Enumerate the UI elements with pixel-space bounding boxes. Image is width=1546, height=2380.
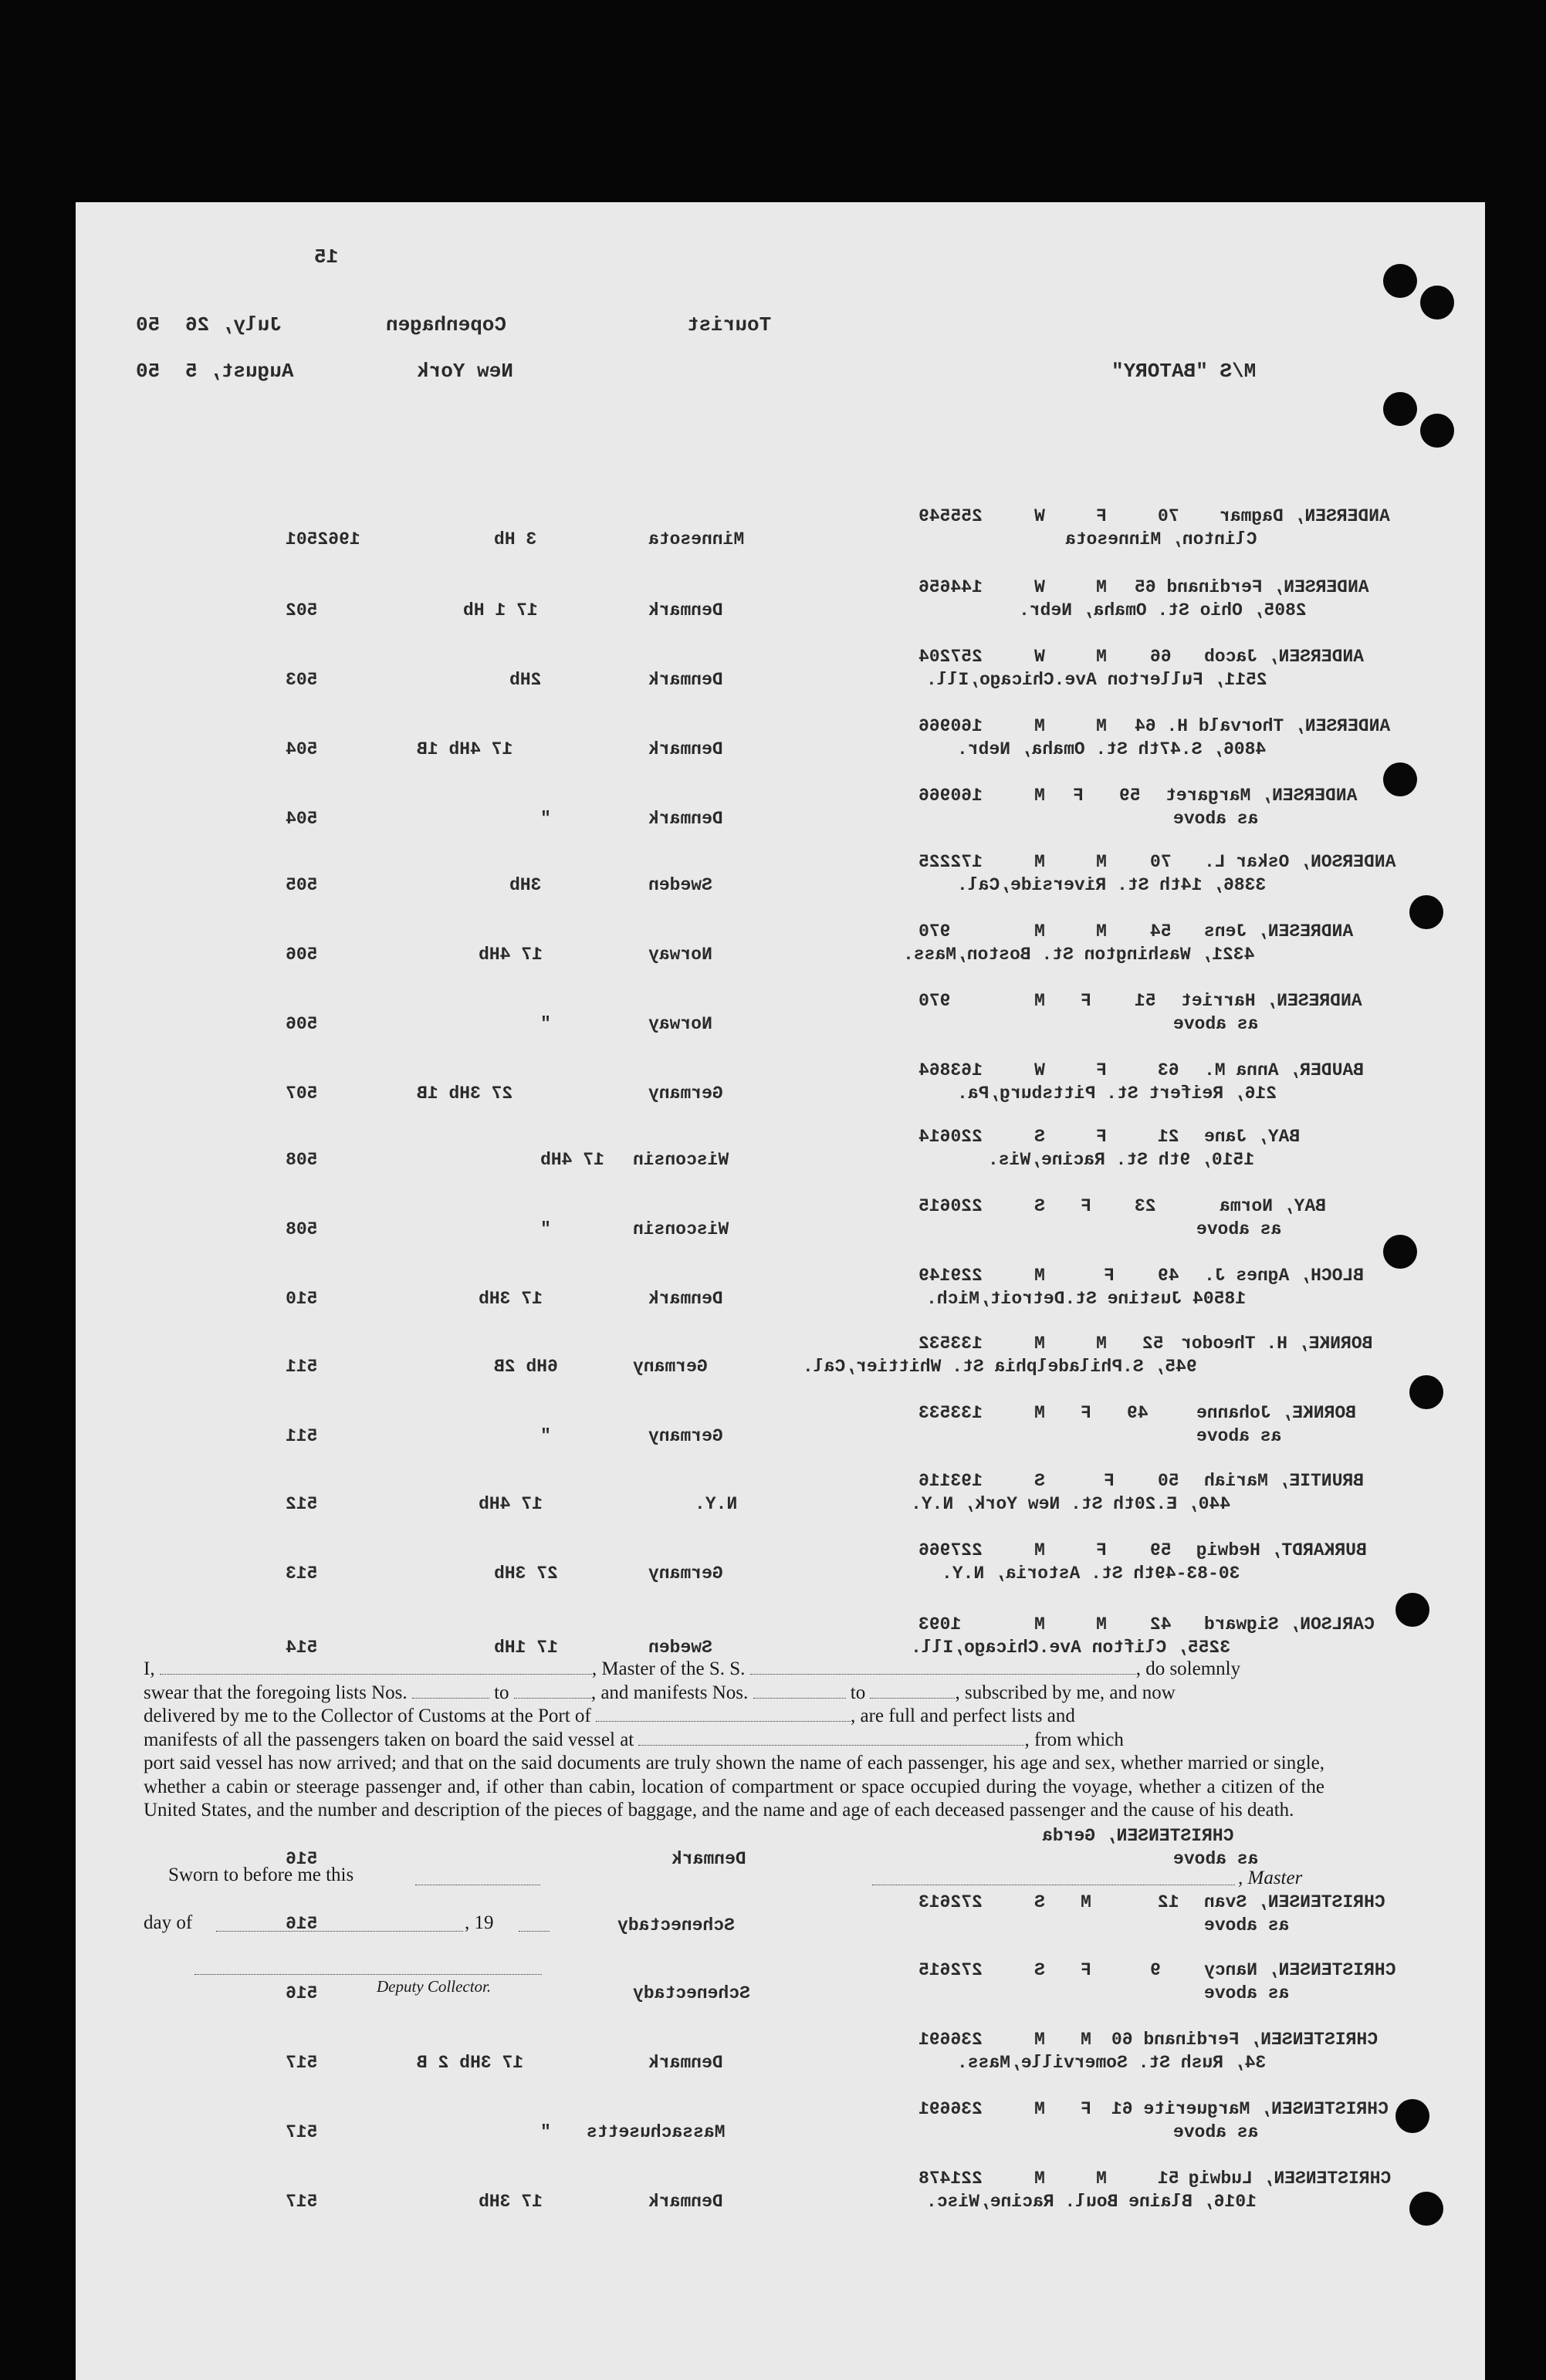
marital-status: M	[1034, 1334, 1045, 1354]
record-1	[247, 506, 1390, 553]
accommodation: 17 1Hb	[494, 1638, 558, 1658]
address: as above	[1173, 1014, 1259, 1034]
sex: F	[1081, 991, 1091, 1011]
oath-paragraph	[144, 1658, 1324, 1823]
age: 52	[1142, 1334, 1164, 1354]
punch-hole	[1420, 414, 1454, 448]
name: ANDRESEN, Jens	[1204, 921, 1354, 942]
country: Wisconsin	[633, 1219, 729, 1239]
marital-status: M	[1034, 2030, 1045, 2050]
cert: 257204	[918, 647, 983, 667]
number: 506	[286, 945, 318, 965]
address: 1016, Blaine Boul. Racine,Wisc.	[926, 2192, 1257, 2212]
name: CARLSON, Sigward	[1204, 1614, 1375, 1635]
address: 34, Rush St. Somerville,Mass.	[957, 2053, 1267, 2073]
sex: M	[1096, 2169, 1107, 2189]
record-3	[247, 647, 1365, 693]
number: 505	[286, 875, 318, 895]
marital-status: W	[1034, 577, 1045, 597]
header-year-2: 50	[136, 360, 161, 383]
lower-record-5	[247, 2099, 1389, 2145]
name: BAY, Norma	[1220, 1196, 1327, 1216]
address: 3255, Clifton Ave.Chicago,Ill.	[911, 1638, 1231, 1658]
age: 50	[1158, 1471, 1179, 1491]
record-2	[247, 577, 1369, 624]
cert: 221478	[918, 2169, 983, 2189]
marital-status: S	[1034, 1892, 1045, 1912]
address: 30-83-49th St. Astoria, N.Y.	[942, 1564, 1240, 1584]
address: as above	[1173, 809, 1259, 829]
address: as above	[1196, 1426, 1282, 1446]
oath-line-1: I, , Master of the S. S. , do solemnly	[144, 1658, 1241, 1679]
address: 2511, Fullerton Ave.Chicago,Ill.	[926, 670, 1267, 690]
address: 3386, 14th St. Riverside,Cal.	[957, 875, 1267, 895]
record-16	[247, 1540, 1367, 1587]
cert: 172225	[918, 852, 983, 872]
address: 2805, Ohio St. Omaha, Nebr.	[1019, 600, 1307, 620]
number: 1962501	[286, 529, 360, 549]
number: 504	[286, 739, 318, 759]
number: 514	[286, 1638, 318, 1658]
sex: F	[1081, 1960, 1091, 1980]
accommodation: 17 3Hb	[479, 2192, 543, 2212]
number: 513	[286, 1564, 318, 1584]
number: 517	[286, 2053, 318, 2073]
name: ANDERSEN, Jacob	[1204, 647, 1365, 667]
country: Denmark	[648, 1289, 723, 1309]
name: BORNKE, H. Theodor	[1181, 1334, 1373, 1354]
sex: M	[1081, 2030, 1091, 2050]
accommodation: 17 4Hb	[479, 945, 543, 965]
country: Denmark	[648, 739, 723, 759]
marital-status: M	[1034, 852, 1045, 872]
marital-status: S	[1034, 1960, 1045, 1980]
country: Sweden	[648, 875, 712, 895]
cert: 236691	[918, 2099, 983, 2119]
sex: F	[1081, 2099, 1091, 2119]
header-year-1: 50	[136, 313, 161, 336]
record-10	[247, 1127, 1301, 1173]
accommodation: 3Hb	[509, 875, 542, 895]
marital-status: M	[1034, 991, 1045, 1011]
marital-status: M	[1034, 1403, 1045, 1423]
marital-status: M	[1034, 786, 1045, 806]
accommodation: 27 3Hb 1B	[417, 1084, 513, 1104]
cert: 255549	[918, 506, 983, 526]
accommodation: "	[540, 1014, 551, 1034]
country: Denmark	[648, 670, 723, 690]
name: BRUNTIE, Mariah	[1204, 1471, 1365, 1491]
name: CHRISTENSEN, Ferdinand 60	[1111, 2030, 1379, 2050]
record-9	[247, 1060, 1365, 1107]
name: BURKARDT, Hedwig	[1196, 1540, 1367, 1560]
punch-hole	[1409, 1375, 1443, 1409]
lower-record-6	[247, 2169, 1392, 2215]
name: BORNKE, Johanne	[1196, 1403, 1357, 1423]
name: ANDERSEN, Margaret	[1165, 786, 1358, 806]
accommodation: 2Hb	[509, 670, 542, 690]
sex: M	[1096, 852, 1107, 872]
accommodation: 6Hb 2B	[494, 1357, 558, 1377]
sworn-label: Sworn to before me this	[168, 1864, 354, 1885]
name: ANDERSEN, Dagmar	[1220, 506, 1390, 526]
marital-status: S	[1034, 1127, 1045, 1147]
cert: 1093	[918, 1614, 962, 1635]
age: 23	[1135, 1196, 1156, 1216]
country: Denmark	[648, 2192, 723, 2212]
record-17	[247, 1614, 1375, 1661]
number: 516	[286, 1849, 318, 1869]
lower-record-3	[247, 1960, 1396, 2006]
marital-status: M	[1034, 2099, 1045, 2119]
country: Norway	[648, 1014, 712, 1034]
sex: F	[1104, 1266, 1115, 1286]
marital-status: M	[1034, 1266, 1045, 1286]
header-date-2: August, 5	[185, 360, 294, 383]
punch-hole	[1395, 1593, 1429, 1627]
age: 49	[1158, 1266, 1179, 1286]
header-port-1: Copenhagen	[386, 313, 507, 336]
number: 517	[286, 2192, 318, 2212]
header-date-1: July, 26	[185, 313, 282, 336]
page-number: 15	[314, 245, 339, 269]
punch-hole	[1395, 2099, 1429, 2133]
sex: F	[1073, 786, 1084, 806]
sex: M	[1096, 716, 1107, 736]
punch-hole	[1409, 2192, 1443, 2226]
address: 4806, S.47th St. Omaha, Nebr.	[957, 739, 1267, 759]
marital-status: M	[1034, 1614, 1045, 1635]
punch-hole	[1409, 895, 1443, 929]
record-8	[247, 991, 1362, 1037]
sex: M	[1096, 1614, 1107, 1635]
marital-status: W	[1034, 506, 1045, 526]
age: 66	[1150, 647, 1172, 667]
punch-hole	[1383, 1235, 1417, 1269]
accommodation: 17 3Hb	[479, 1289, 543, 1309]
name: CHRISTENSEN, Gerda	[1042, 1826, 1234, 1846]
country: Denmark	[672, 1849, 746, 1869]
sex: M	[1081, 1892, 1091, 1912]
number: 510	[286, 1289, 318, 1309]
cert: 229149	[918, 1266, 983, 1286]
header-class: Tourist	[687, 313, 772, 336]
country: Denmark	[648, 809, 723, 829]
name: BLOCH, Agnes J.	[1204, 1266, 1365, 1286]
number: 511	[286, 1426, 318, 1446]
accommodation: 27 3Hb	[494, 1564, 558, 1584]
address: as above	[1204, 1915, 1290, 1935]
age: 54	[1150, 921, 1172, 942]
cert: 236691	[918, 2030, 983, 2050]
sex: F	[1096, 1127, 1107, 1147]
name: ANDERSEN, Ferdinand 65	[1135, 577, 1369, 597]
age: 51	[1135, 991, 1156, 1011]
country: Minnesota	[648, 529, 745, 549]
cert: 133532	[918, 1334, 983, 1354]
record-7	[247, 921, 1354, 968]
cert: 144656	[918, 577, 983, 597]
sex: F	[1096, 1060, 1107, 1080]
punch-hole	[1383, 392, 1417, 426]
cert: 163864	[918, 1060, 983, 1080]
age: 51	[1158, 2169, 1179, 2189]
address: as above	[1173, 2122, 1259, 2142]
name: ANDERSON, Oskar L.	[1204, 852, 1396, 872]
address: as above	[1204, 1983, 1290, 2003]
header-port-2: New York	[417, 360, 513, 383]
punch-hole	[1420, 286, 1454, 319]
oath-line-2: swear that the foregoing lists Nos. to , and manifests Nos. to , subscribed by me, and now	[144, 1682, 1176, 1703]
name: ANDERSEN, Thorvald H. 64	[1135, 716, 1391, 736]
name: ANDRESEN, Harriet	[1181, 991, 1362, 1011]
marital-status: S	[1034, 1196, 1045, 1216]
number: 508	[286, 1219, 318, 1239]
accommodation: 17 1 Hb	[463, 600, 538, 620]
cert: 970	[918, 921, 951, 942]
country: Germany	[648, 1564, 723, 1584]
accommodation: 17 4Hb 1B	[417, 739, 513, 759]
record-5	[247, 786, 1358, 832]
lower-record-2	[247, 1892, 1385, 1939]
accommodation: "	[540, 1426, 551, 1446]
country: Sweden	[648, 1638, 712, 1658]
accommodation: "	[540, 2122, 551, 2142]
number: 506	[286, 1014, 318, 1034]
marital-status: M	[1034, 921, 1045, 942]
marital-status: S	[1034, 1471, 1045, 1491]
accommodation: 17 4Hb	[540, 1150, 604, 1170]
sex: M	[1096, 577, 1107, 597]
record-4	[247, 716, 1391, 762]
cert: 193116	[918, 1471, 983, 1491]
country: Germany	[648, 1426, 723, 1446]
country: Schenectady	[617, 1915, 735, 1935]
sex: F	[1081, 1196, 1091, 1216]
cert: 272613	[918, 1892, 983, 1912]
sex: M	[1096, 647, 1107, 667]
country: Denmark	[648, 2053, 723, 2073]
day-of-label: day of	[144, 1912, 193, 1933]
punch-hole	[1383, 264, 1417, 298]
accommodation: 17 3Hb 2 B	[417, 2053, 524, 2073]
number: 511	[286, 1357, 318, 1377]
number: 502	[286, 600, 318, 620]
sex: F	[1104, 1471, 1115, 1491]
country: Massachusetts	[587, 2122, 726, 2142]
header-ship: M/S "BATORY"	[1111, 360, 1257, 383]
address: 216, Reifert St. Pittsburg,Pa.	[957, 1084, 1277, 1104]
number: 504	[286, 809, 318, 829]
address: 945, S.Philadelphia St. Whittier,Cal.	[803, 1357, 1197, 1377]
number: 516	[286, 1983, 318, 2003]
country: Germany	[648, 1084, 723, 1104]
age: 42	[1150, 1614, 1172, 1635]
address: 1510, 9th St. Racine,Wis.	[988, 1150, 1255, 1170]
age: 49	[1127, 1403, 1149, 1423]
marital-status: M	[1034, 716, 1045, 736]
cert: 220615	[918, 1196, 983, 1216]
lower-record-4	[247, 2030, 1379, 2076]
country: Norway	[648, 945, 712, 965]
age: 59	[1119, 786, 1141, 806]
age: 63	[1158, 1060, 1179, 1080]
accommodation: 17 4Hb	[479, 1494, 543, 1514]
cert: 160966	[918, 716, 983, 736]
marital-status: M	[1034, 1540, 1045, 1560]
age: 59	[1150, 1540, 1172, 1560]
number: 512	[286, 1494, 318, 1514]
sex: M	[1096, 921, 1107, 942]
address: as above	[1196, 1219, 1282, 1239]
record-15	[247, 1471, 1365, 1517]
lower-record-2-number: 516	[286, 1914, 318, 1934]
cert: 272615	[918, 1960, 983, 1980]
age: 12	[1158, 1892, 1179, 1912]
address: Clinton, Minnesota	[1065, 529, 1257, 549]
address: 440, E.20th St. New York, N.Y.	[911, 1494, 1231, 1514]
sex: F	[1096, 506, 1107, 526]
oath-body: port said vessel has now arrived; and that on the said documents are truly shown the name of each passenger, his age and sex, whether married or single, whether a cabin or steerage passenger and, if other than cabin, location of compartment or space occupied during the voyage, whether a citizen of the United States, and the number and description of the pieces of baggage, and the name and age of each deceased passenger and the cause of his death.	[144, 1753, 1324, 1820]
record-11	[247, 1196, 1327, 1242]
record-6	[247, 852, 1396, 898]
marital-status: M	[1034, 2169, 1045, 2189]
sex: M	[1096, 1334, 1107, 1354]
deputy-collector-label: Deputy Collector.	[377, 1977, 492, 1996]
country: Schenectady	[633, 1983, 750, 2003]
address: 4321, Washington St. Boston,Mass.	[903, 945, 1255, 965]
address: 18504 Justine St.Detroit,Mich.	[926, 1289, 1247, 1309]
number: 517	[286, 2122, 318, 2142]
cert: 160966	[918, 786, 983, 806]
year-label: , 19	[465, 1912, 494, 1933]
marital-status: W	[1034, 647, 1045, 667]
oath-line-3: delivered by me to the Collector of Customs at the Port of , are full and perfect lists and	[144, 1706, 1075, 1726]
cert: 970	[918, 991, 951, 1011]
number: 507	[286, 1084, 318, 1104]
country: Germany	[633, 1357, 708, 1377]
country: N.Y.	[695, 1494, 738, 1514]
name: CHRISTENSEN, Marguerite 61	[1111, 2099, 1389, 2119]
name: BAUDER, Anna M.	[1204, 1060, 1365, 1080]
accommodation: 3 Hb	[494, 529, 537, 549]
name: CHRISTENSEN, Ludwig	[1189, 2169, 1392, 2189]
cert: 227966	[918, 1540, 983, 1560]
address: as above	[1173, 1849, 1259, 1869]
sex: F	[1081, 1403, 1091, 1423]
marital-status: W	[1034, 1060, 1045, 1080]
sex: F	[1096, 1540, 1107, 1560]
cert: 133533	[918, 1403, 983, 1423]
oath-line-4: manifests of all the passengers taken on board the said vessel at , from which	[144, 1729, 1124, 1750]
name: CHRISTENSEN, Svan	[1204, 1892, 1385, 1912]
lower-record-1	[247, 1826, 1281, 1872]
age: 70	[1158, 506, 1179, 526]
number: 503	[286, 670, 318, 690]
cert: 220614	[918, 1127, 983, 1147]
name: BAY, Jane	[1204, 1127, 1301, 1147]
country: Denmark	[648, 600, 723, 620]
number: 508	[286, 1150, 318, 1170]
record-14	[247, 1403, 1357, 1449]
country: Wisconsin	[633, 1150, 729, 1170]
record-13	[247, 1334, 1373, 1380]
age: 21	[1158, 1127, 1179, 1147]
punch-hole	[1383, 762, 1417, 796]
record-12	[247, 1266, 1365, 1312]
accommodation: "	[540, 809, 551, 829]
age: 70	[1150, 852, 1172, 872]
age: 9	[1150, 1960, 1161, 1980]
name: CHRISTENSEN, Nancy	[1204, 1960, 1396, 1980]
master-label: , Master	[1238, 1868, 1303, 1888]
accommodation: "	[540, 1219, 551, 1239]
